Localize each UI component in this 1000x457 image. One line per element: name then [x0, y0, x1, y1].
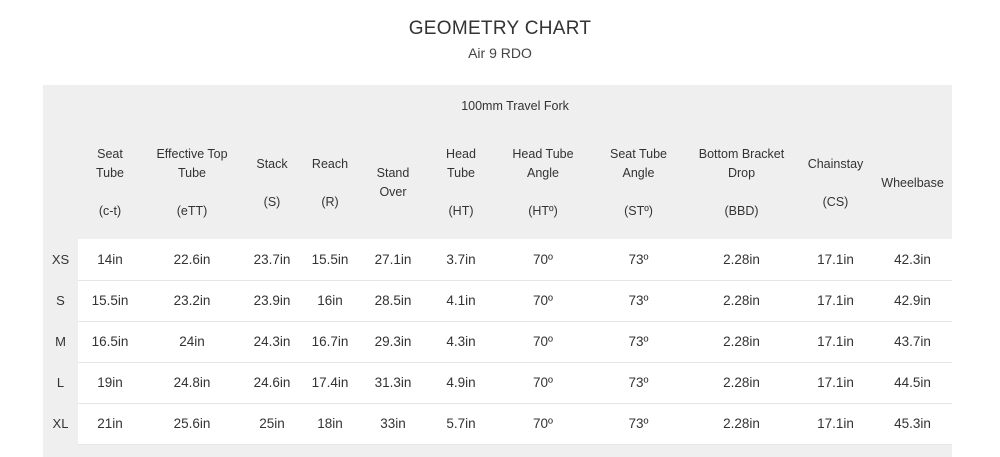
table-cell: 3.7in — [428, 239, 494, 280]
table-cell: 16.5in — [78, 321, 142, 362]
page-subtitle: Air 9 RDO — [468, 45, 532, 61]
table-cell: 28.5in — [358, 280, 428, 321]
table-cell: 29.3in — [358, 321, 428, 362]
column-header-abbr: (STº) — [624, 204, 653, 218]
size-label: XL — [43, 403, 78, 444]
size-label: XS — [43, 239, 78, 280]
table-cell: 31.3in — [358, 362, 428, 403]
column-header-line: Angle — [622, 166, 655, 180]
table-cell: 16.7in — [302, 321, 358, 362]
table-cell: 16in — [302, 280, 358, 321]
column-header — [685, 127, 798, 239]
column-header-line: Tube — [446, 166, 476, 180]
column-header — [302, 127, 358, 239]
table-cell: 45.3in — [873, 403, 952, 444]
table-row — [43, 280, 952, 321]
table-cell: 70º — [494, 403, 592, 444]
table-cell: 24in — [142, 321, 242, 362]
table-cell: 70º — [494, 280, 592, 321]
column-header-line: Angle — [527, 166, 559, 180]
column-header-line: Effective Top — [156, 147, 228, 161]
column-header-abbr: (R) — [321, 194, 339, 209]
table-cell: 14in — [78, 239, 142, 280]
column-header — [494, 127, 592, 239]
column-header — [142, 127, 242, 239]
table-cell: 22.6in — [142, 239, 242, 280]
table-cell: 4.3in — [428, 321, 494, 362]
table-cell: 73º — [592, 321, 685, 362]
column-header-line: Tube — [177, 166, 207, 180]
column-header-line: Seat Tube — [610, 147, 667, 161]
table-cell: 73º — [592, 280, 685, 321]
table-cell: 70º — [494, 362, 592, 403]
column-header — [358, 127, 428, 239]
column-header — [78, 127, 142, 239]
column-header-abbr: (HTº) — [528, 204, 558, 218]
column-header-line: Chainstay — [807, 156, 864, 171]
column-header — [798, 127, 873, 239]
column-header-line: Head Tube — [512, 147, 574, 161]
table-cell: 17.1in — [798, 403, 873, 444]
table-cell: 25.6in — [142, 403, 242, 444]
size-label: L — [43, 362, 78, 403]
table-cell: 5.7in — [428, 403, 494, 444]
table-cell: 17.1in — [798, 239, 873, 280]
table-cell: 23.7in — [242, 239, 302, 280]
table-cell: 44.5in — [873, 362, 952, 403]
table-cell: 2.28in — [685, 362, 798, 403]
table-cell: 43.7in — [873, 321, 952, 362]
size-label: S — [43, 280, 78, 321]
table-row — [43, 321, 952, 362]
table-cell: 24.3in — [242, 321, 302, 362]
table-cell: 17.1in — [798, 280, 873, 321]
column-header — [428, 127, 494, 239]
table-cell: 2.28in — [685, 239, 798, 280]
column-header-abbr: (BBD) — [724, 204, 759, 218]
column-header — [873, 127, 952, 239]
column-header-line: Head — [446, 147, 476, 161]
table-cell: 24.8in — [142, 362, 242, 403]
table-cell: 2.28in — [685, 403, 798, 444]
table-cell: 27.1in — [358, 239, 428, 280]
table-cell: 33in — [358, 403, 428, 444]
column-header-line: Reach — [311, 156, 349, 171]
column-header-line: Wheelbase — [881, 175, 944, 190]
table-cell: 21in — [78, 403, 142, 444]
column-header-abbr: (c-t) — [98, 204, 122, 218]
column-header-line: Stack — [256, 156, 288, 171]
table-cell: 73º — [592, 362, 685, 403]
table-cell: 15.5in — [302, 239, 358, 280]
column-header-line: Over — [379, 185, 407, 199]
column-header-line: Bottom Bracket — [698, 147, 785, 161]
table-cell: 24.6in — [242, 362, 302, 403]
table-cell: 2.28in — [685, 280, 798, 321]
table-cell: 4.1in — [428, 280, 494, 321]
table-row — [43, 403, 952, 444]
size-label: M — [43, 321, 78, 362]
table-cell: 15.5in — [78, 280, 142, 321]
table-cell: 73º — [592, 239, 685, 280]
table-cell: 23.2in — [142, 280, 242, 321]
table-cell: 23.9in — [242, 280, 302, 321]
column-header-abbr: (eTT) — [176, 204, 208, 218]
column-header-line: Tube — [95, 166, 125, 180]
column-header-line: Seat — [97, 147, 123, 161]
table-cell: 4.9in — [428, 362, 494, 403]
table-cell: 25in — [242, 403, 302, 444]
table-cell: 17.1in — [798, 362, 873, 403]
table-cell: 17.1in — [798, 321, 873, 362]
table-cell: 42.9in — [873, 280, 952, 321]
column-header-line: Drop — [727, 166, 756, 180]
table-cell: 73º — [592, 403, 685, 444]
table-cell: 19in — [78, 362, 142, 403]
column-header — [592, 127, 685, 239]
column-header — [242, 127, 302, 239]
table-row — [43, 362, 952, 403]
geometry-table — [43, 85, 952, 445]
table-row — [43, 239, 952, 280]
table-cell: 18in — [302, 403, 358, 444]
column-header-abbr: (S) — [263, 194, 281, 209]
column-header-line: Stand — [376, 166, 410, 180]
table-cell: 17.4in — [302, 362, 358, 403]
fork-travel-header: 100mm Travel Fork — [461, 98, 569, 113]
page-title: GEOMETRY CHART — [408, 18, 592, 39]
column-header-abbr: (HT) — [448, 204, 474, 218]
table-cell: 70º — [494, 239, 592, 280]
table-cell: 2.28in — [685, 321, 798, 362]
table-cell: 42.3in — [873, 239, 952, 280]
table-cell: 70º — [494, 321, 592, 362]
column-header-abbr: (CS) — [822, 194, 849, 209]
